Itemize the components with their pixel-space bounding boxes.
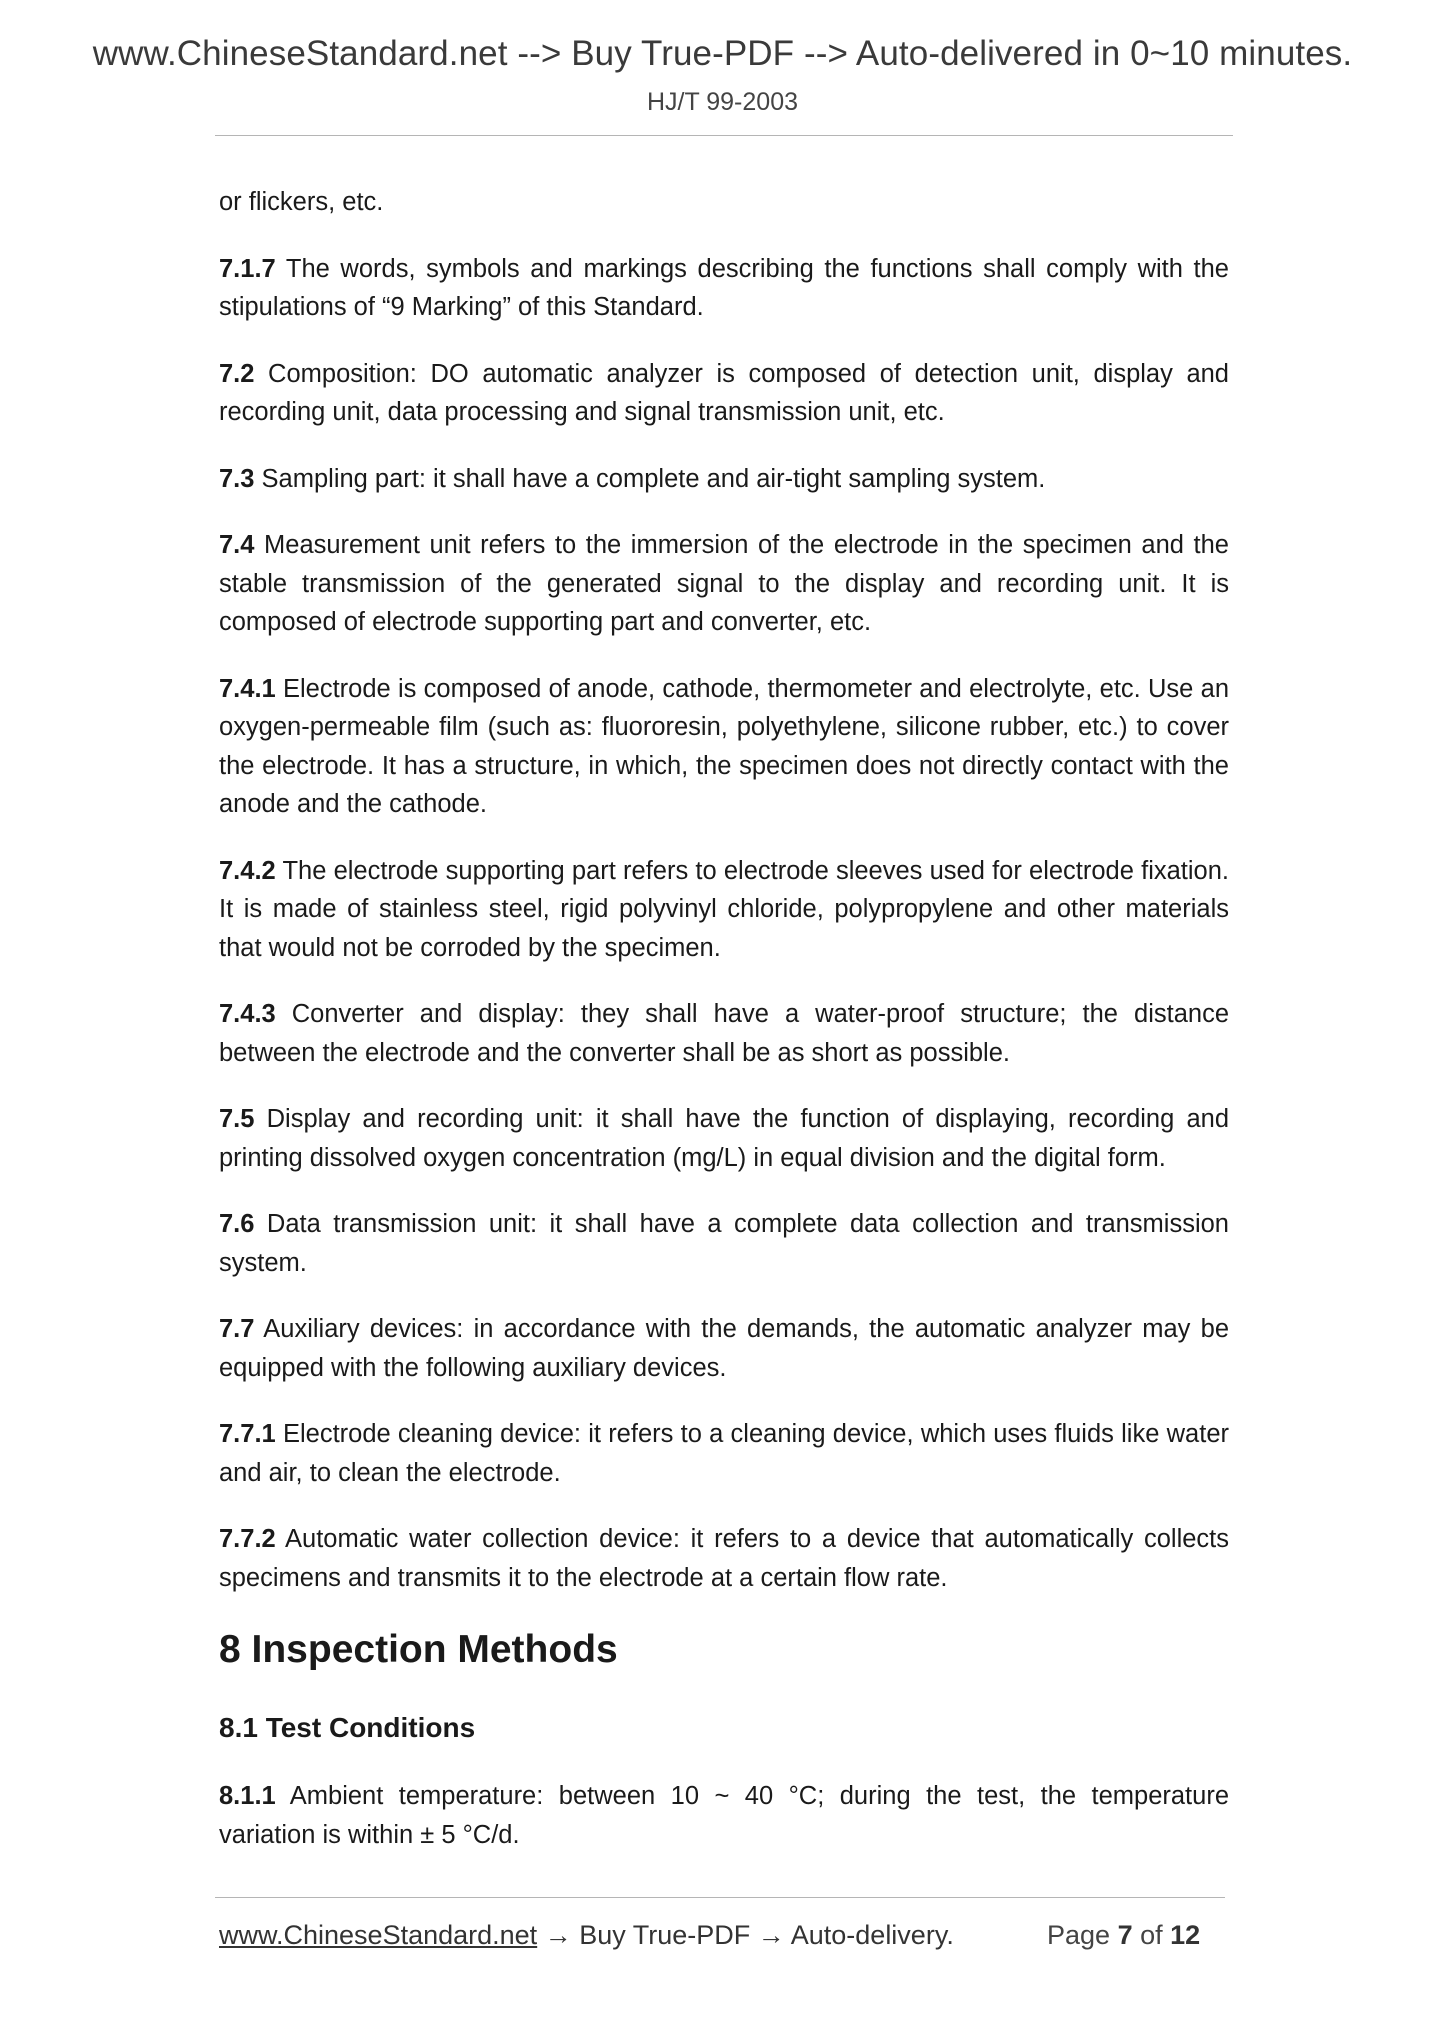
- paragraph: [219, 852, 1229, 968]
- clause-text: Electrode cleaning device: it refers to a cleaning device, which uses fluids like water and air, to clean the electrode.: [219, 1420, 1229, 1487]
- paragraph: [219, 995, 1229, 1072]
- paragraph: [219, 355, 1229, 432]
- clause-number: 7.4.3: [219, 1000, 276, 1028]
- clause-text: The words, symbols and markings describing the functions shall comply with the stipulations of “9 Marking” of this Standard.: [219, 254, 1229, 321]
- clause-text: Display and recording unit: it shall have the function of displaying, recording and printing dissolved oxygen concentration (mg/L) in equal division and the digital form.: [219, 1105, 1229, 1172]
- continuation-text: or flickers, etc.: [219, 188, 384, 216]
- clause-number: 7.5: [219, 1105, 255, 1133]
- paragraph: [219, 1415, 1229, 1492]
- clause-text: Data transmission unit: it shall have a complete data collection and transmission system.: [219, 1210, 1229, 1277]
- clause-number: 7.7: [219, 1315, 255, 1343]
- clause-text: Composition: DO automatic analyzer is composed of detection unit, display and recording unit, data processing and signal transmission unit, etc.: [219, 359, 1229, 426]
- clause-text: Auxiliary devices: in accordance with the demands, the automatic analyzer may be equipped with the following auxiliary devices.: [219, 1315, 1229, 1382]
- top-banner: www.ChineseStandard.net --> Buy True-PDF --> Auto-delivered in 0~10 minutes.: [92, 34, 1353, 73]
- clause-number: 7.2: [219, 359, 255, 388]
- footer-divider: [215, 1897, 1225, 1898]
- document-body: [219, 183, 1229, 1882]
- page-indicator: [1047, 1920, 1200, 1951]
- clause-number: 7.3: [219, 464, 255, 493]
- clause-number: 7.1.7: [219, 254, 276, 283]
- footer-promo: [219, 1920, 954, 1951]
- clause-text: Automatic water collection device: it refers to a device that automatically collects specimens and transmits it to the electrode at a certain flow rate.: [219, 1525, 1229, 1592]
- paragraph: [219, 1310, 1229, 1387]
- paragraph: [219, 1777, 1229, 1854]
- clause-number: 7.7.1: [219, 1420, 276, 1448]
- clause-text: Converter and display: they shall have a water-proof structure; the distance between the electrode and the converter shall be as short as possible.: [219, 1000, 1229, 1067]
- paragraph: [219, 250, 1229, 327]
- paragraph: [219, 460, 1229, 499]
- clause-text: Measurement unit refers to the immersion of the electrode in the specimen and the stable transmission of the generated signal to the display and recording unit. It is composed of electrode supporting part and converter, etc.: [219, 531, 1229, 636]
- paragraph: [219, 1100, 1229, 1177]
- clause-number: 7.4.1: [219, 674, 276, 703]
- clause-text: Sampling part: it shall have a complete and air-tight sampling system.: [254, 464, 1046, 493]
- section-heading: 8 Inspection Methods: [219, 1628, 618, 1671]
- clause-number: 8.1.1: [219, 1782, 276, 1810]
- page-of: of: [1132, 1920, 1171, 1950]
- clause-text: Ambient temperature: between 10 ~ 40 °C; during the test, the temperature variation is within ± 5 °C/d.: [219, 1782, 1229, 1849]
- page-label: Page: [1047, 1920, 1118, 1950]
- footer-promo-text: → Buy True-PDF → Auto-delivery.: [537, 1920, 954, 1950]
- page-current: 7: [1117, 1920, 1133, 1950]
- paragraph: [219, 526, 1229, 642]
- paragraph: [219, 670, 1229, 824]
- subsection-heading: 8.1 Test Conditions: [219, 1712, 476, 1743]
- footer-site-link[interactable]: www.ChineseStandard.net: [219, 1920, 538, 1950]
- clause-text: Electrode is composed of anode, cathode, thermometer and electrolyte, etc. Use an oxygen-permeable film (such as: fluororesin, polyethylene, silicone rubber, etc.) to cover the electrode. It has a structure, in which, the specimen does not directly contact with the anode and the cathode.: [219, 674, 1229, 818]
- page-total: 12: [1170, 1920, 1201, 1950]
- standard-code: HJ/T 99-2003: [646, 88, 798, 116]
- clause-number: 7.7.2: [219, 1525, 276, 1553]
- clause-number: 7.4: [219, 531, 255, 559]
- clause-number: 7.4.2: [219, 856, 276, 885]
- paragraph: [219, 1520, 1229, 1597]
- header-divider: [215, 135, 1233, 136]
- clause-text: The electrode supporting part refers to electrode sleeves used for electrode fixation. It is made of stainless steel, rigid polyvinyl chloride, polypropylene and other materials that would not be corroded by the specimen.: [219, 856, 1229, 962]
- paragraph: [219, 1205, 1229, 1282]
- clause-number: 7.6: [219, 1210, 255, 1238]
